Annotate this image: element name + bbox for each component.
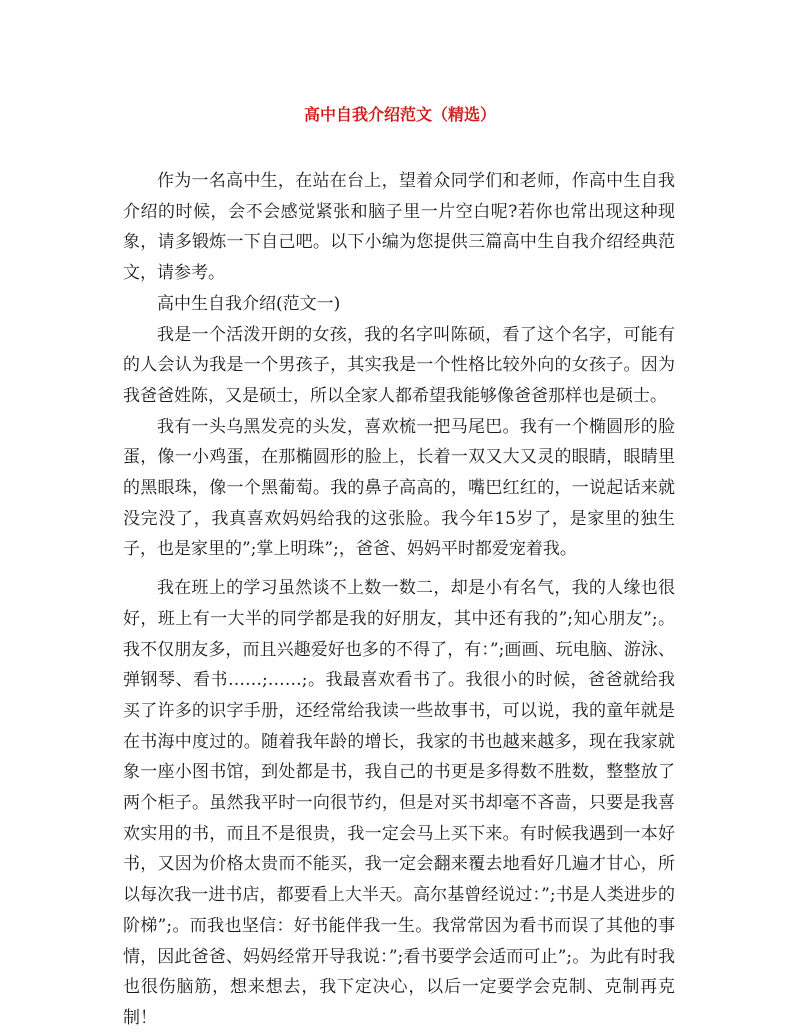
intro-paragraph: 作为一名高中生，在站在台上，望着众同学们和老师，作高中生自我介绍的时候，会不会感觉紧张和脑子里一片空白呢?若你也常出现这种现象，请多锻炼一下自己吧。以下小编为您提供三篇高中生自我介绍经典范文，请参考。	[123, 171, 675, 284]
section-heading: 高中生自我介绍(范文一)	[157, 293, 341, 314]
body-paragraph-2: 我有一头乌黑发亮的头发，喜欢梳一把马尾巴。我有一个椭圆形的脸蛋，像一小鸡蛋，在那椭圆形的脸上，长着一双又大又灵的眼睛，眼睛里的黑眼珠，像一个黑葡萄。我的鼻子高高的，嘴巴红红的，一说起话来就没完没了，我真喜欢妈妈给我的这张脸。我今年15岁了，是家里的独生子，也是家里的”;掌上明珠”;，爸爸、妈妈平时都爱宠着我。	[123, 416, 675, 560]
document-body	[123, 166, 675, 1034]
body-paragraph-1: 我是一个活泼开朗的女孩，我的名字叫陈硕，看了这个名字，可能有的人会认为我是一个男孩子，其实我是一个性格比较外向的女孩子。因为我爸爸姓陈，又是硕士，所以全家人都希望我能够像爸爸那样也是硕士。	[123, 324, 675, 406]
document-title: 高中自我介绍范文（精选）	[303, 105, 496, 124]
body-paragraph-3: 我在班上的学习虽然谈不上数一数二，却是小有名气，我的人缘也很好，班上有一大半的同学都是我的好朋友，其中还有我的”;知心朋友”;。我不仅朋友多，而且兴趣爱好也多的不得了，有：”;画画、玩电脑、游泳、弹钢琴、看书……;……;。我最喜欢看书了。我很小的时候，爸爸就给我买了许多的识字手册，还经常给我读一些故事书，可以说，我的童年就是在书海中度过的。随着我年龄的增长，我家的书也越来越多，现在我家就象一座小图书馆，到处都是书，我自己的书更是多得数不胜数，整整放了两个柜子。虽然我平时一向很节约，但是对买书却毫不吝啬，只要是我喜欢实用的书，而且不是很贵，我一定会马上买下来。有时候我遇到一本好书，又因为价格太贵而不能买，我一定会翻来覆去地看好几遍才甘心，所以每次我一进书店，都要看上大半天。高尔基曾经说过：”;书是人类进步的阶梯”;。而我也坚信：好书能伴我一生。我常常因为看书而误了其他的事情，因此爸爸、妈妈经常开导我说：”;看书要学会适而可止”;。为此有时我也很伤脑筋，想来想去，我下定决心，以后一定要学会克制、克制再克制！	[123, 578, 675, 1028]
